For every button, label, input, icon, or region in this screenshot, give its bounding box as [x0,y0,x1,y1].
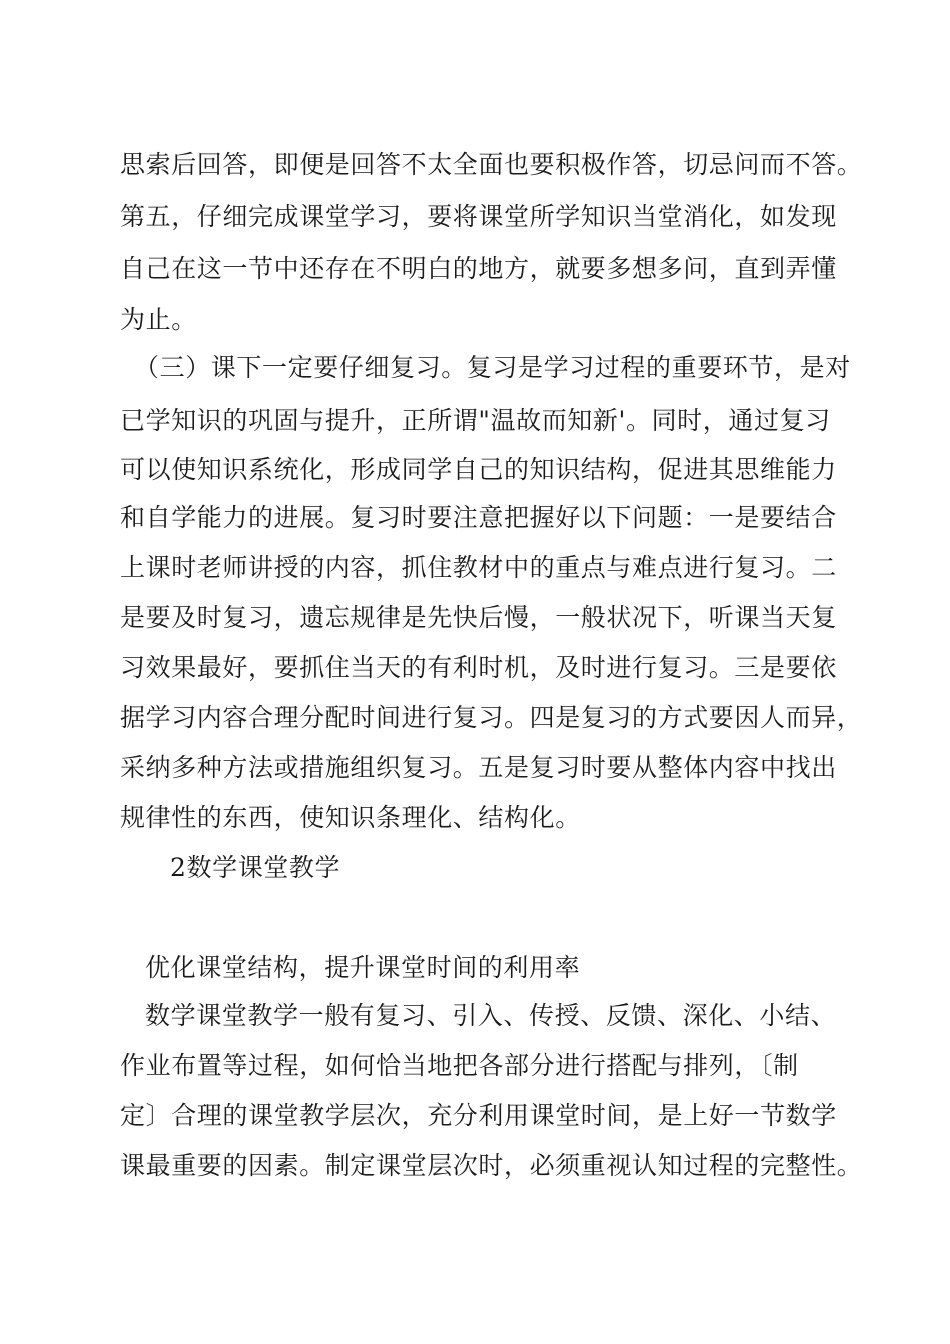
paragraph-line: 自己在这一节中还存在不明白的地方，就要多想多问，直到弄懂 [120,254,837,283]
paragraph-line: 第五，仔细完成课堂学习，要将课堂所学知识当堂消化，如发现 [120,202,837,231]
paragraph-line: 据学习内容合理分配时间进行复习。四是复习的方式要因人而异， [120,703,863,732]
paragraph-line: 作业布置等过程，如何恰当地把各部分进行搭配与排列，〔制 [120,1051,799,1080]
paragraph-line: 数学课堂教学一般有复习、引入、传授、反馈、深化、小结、 [145,1001,837,1030]
section-heading: 2数学课堂教学 [170,853,341,882]
paragraph-line: 规律性的东西，使知识条理化、结构化。 [120,803,581,832]
paragraph-line: 已学知识的巩固与提升，正所谓"温故而知新'。同时，通过复习 [120,406,831,435]
paragraph-line: 课最重要的因素。制定课堂层次时，必须重视认知过程的完整性。 [120,1151,863,1180]
paragraph-line: 定〕合理的课堂教学层次，充分利用课堂时间，是上好一节数学 [120,1101,837,1130]
paragraph-line: 可以使知识系统化，形成同学自己的知识结构，促进其思维能力 [120,455,837,484]
paragraph-line: （三）课下一定要仔细复习。复习是学习过程的重要环节，是对 [134,353,851,382]
paragraph-line: 上课时老师讲授的内容，抓住教材中的重点与难点进行复习。二 [120,553,837,582]
paragraph-line: 习效果最好，要抓住当天的有利时机，及时进行复习。三是要依 [120,653,837,682]
paragraph-line: 思索后回答，即便是回答不太全面也要积极作答，切忌问而不答。 [120,150,863,179]
subsection-heading: 优化课堂结构，提升课堂时间的利用率 [145,953,581,982]
paragraph-line: 为止。 [120,305,197,334]
paragraph-line: 是要及时复习，遗忘规律是先快后慢，一般状况下，听课当天复 [120,603,837,632]
paragraph-line: 采纳多种方法或措施组织复习。五是复习时要从整体内容中找出 [120,753,837,782]
paragraph-line: 和自学能力的进展。复习时要注意把握好以下问题：一是要结合 [120,503,837,532]
